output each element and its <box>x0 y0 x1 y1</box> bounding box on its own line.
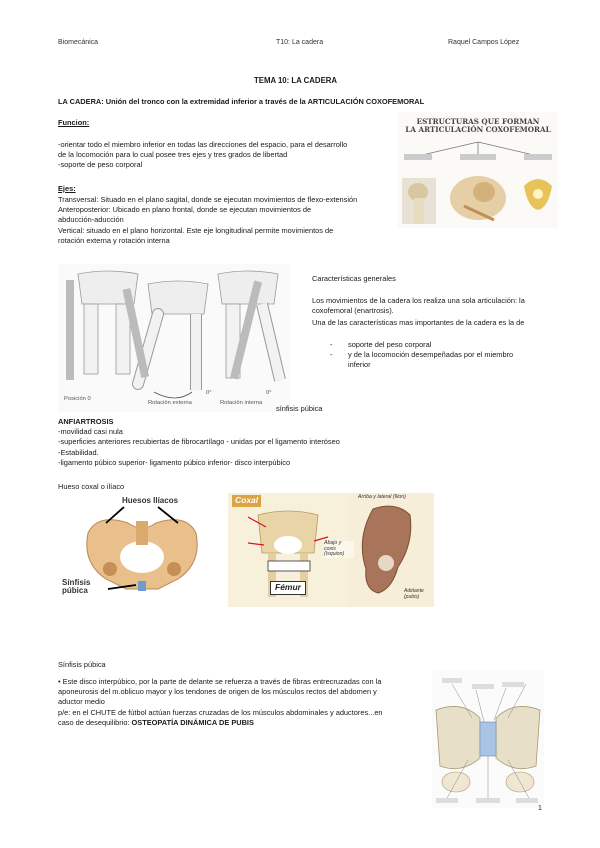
ejes-line: Vertical: situado en el plano horizontal. Este eje longitudinal permite movimientos de <box>58 225 334 235</box>
label-pubis: Adelante (pubis) <box>404 588 424 600</box>
degree-right: 0° <box>266 390 272 396</box>
funcion-text <box>58 140 398 171</box>
ejes-line: abducción-aducción <box>58 215 124 225</box>
anfiartrosis-line: -movilidad casi nula <box>58 427 123 437</box>
pubic-symphysis-illustration <box>432 670 544 808</box>
ejes-heading: Ejes: <box>58 184 76 193</box>
label-sinfisis-line1: Sínfisis <box>62 578 91 587</box>
coxal-femur-figure <box>228 493 434 607</box>
coxofemoral-structures-figure <box>398 112 558 228</box>
sinfisis-line: aductor medio <box>58 697 105 707</box>
header-left: Biomecánica <box>58 39 99 46</box>
sinfisis-example-prefix: caso de desequilibrio: <box>58 717 132 727</box>
sinfisis-label: sínfisis púbica <box>276 404 323 413</box>
funcion-line: de la locomoción para lo cual posee tres ejes y tres grados de libertad <box>58 150 288 160</box>
label-coxal: Coxal <box>232 495 261 507</box>
header-center: T10: La cadera <box>276 39 324 46</box>
list-item: - soporte del peso corporal <box>326 340 522 350</box>
figure-title-line2: LA ARTICULACIÓN COXOFEMORAL <box>405 125 551 135</box>
osteopatia-highlight: OSTEOPATÍA DINÁMICA DE PUBIS <box>131 717 254 727</box>
structures-illustration <box>398 112 558 228</box>
ejes-line: Anteroposterior: Ubicado en plano frontal, donde se ejecutan movimientos de <box>58 205 312 215</box>
pelvis-figure <box>58 493 226 607</box>
anfiartrosis-line: -superficies anteriores recubiertas de fibrocartílago - unidas por el ligamento interóseo <box>58 437 340 447</box>
label-huesos-iliacos: Huesos Ilíacos <box>122 496 179 505</box>
label-position-zero: Posición 0 <box>64 396 91 402</box>
caracteristicas-heading: Características generales <box>312 274 396 283</box>
intro-prefix: LA CADERA: Unión del tronco con la extremidad inferior a través de la <box>58 97 308 106</box>
sinfisis-line: aponeurosis del m.oblicuo mayor y los tendones de origen de los músculos rectos del abdomen y <box>58 687 377 697</box>
funcion-line: -orientar todo el miembro inferior en todas las direcciones del espacio, para el desarrollo <box>58 140 348 149</box>
anfiartrosis-heading: ANFIARTROSIS <box>58 417 114 426</box>
anfiartrosis-line: -ligamento púbico superior- ligamento púbico inferior- disco interpúbico <box>58 457 291 467</box>
label-ilion: Arriba y lateral (Ilion) <box>358 494 406 500</box>
sinfisis-heading: Sínfisis púbica <box>58 660 106 669</box>
label-femur: Fémur <box>270 581 306 595</box>
sinfisis-example: p/e: en el CHUTE de fútbol actúan fuerzas cruzadas de los músculos abdominales y aductores...en <box>58 707 383 717</box>
ejes-line: Transversal: Situado en el plano sagital, donde se ejecutan movimientos de flexo-extensión <box>58 195 358 204</box>
hueso-heading: Hueso coxal o ilíaco <box>58 482 125 491</box>
label-internal-rotation: Rotación interna <box>220 400 263 406</box>
caracteristicas-p1: Los movimientos de la cadera los realiza una sola articulación: la coxofemoral (enartrosis). <box>312 296 525 316</box>
intro-line <box>58 97 538 107</box>
caracteristicas-list <box>326 340 522 371</box>
hip-rotation-figure <box>58 264 290 412</box>
funcion-line: -soporte de peso corporal <box>58 160 143 170</box>
caracteristicas-p2: Una de las características mas importantes de la cadera es la de <box>312 318 525 327</box>
funcion-heading: Funcion: <box>58 118 90 127</box>
page-number: 1 <box>538 805 542 812</box>
anfiartrosis-line: -Estabilidad. <box>58 447 99 457</box>
pubic-symphysis-figure <box>432 670 544 808</box>
label-isquion: Abajo y coxis (Isquion) <box>324 541 354 558</box>
hip-rotation-illustration <box>58 264 290 412</box>
sinfisis-text <box>58 677 422 728</box>
label-sinfisis-pubica <box>62 579 90 596</box>
label-sinfisis-line2: púbica <box>62 586 88 596</box>
intro-highlight: ARTICULACIÓN COXOFEMORAL <box>307 97 425 106</box>
ejes-text <box>58 195 398 246</box>
list-item: - y de la locomoción desempeñadas por el miembro inferior <box>326 350 522 370</box>
anfiartrosis-section <box>58 417 538 468</box>
figure-title-line1: ESTRUCTURAS QUE FORMAN <box>416 117 540 126</box>
sinfisis-line: • Este disco interpúbico, por la parte de delante se refuerza a través de fibras entrecruzadas con la <box>58 677 382 686</box>
ejes-line: rotación externa y rotación interna <box>58 235 170 245</box>
page-title: TEMA 10: LA CADERA <box>254 76 338 85</box>
degree-left: 0° <box>206 390 212 396</box>
sinfisis-example-line2 <box>58 718 422 728</box>
header-right: Raquel Campos López <box>448 39 520 46</box>
label-external-rotation: Rotación externa <box>148 400 192 406</box>
